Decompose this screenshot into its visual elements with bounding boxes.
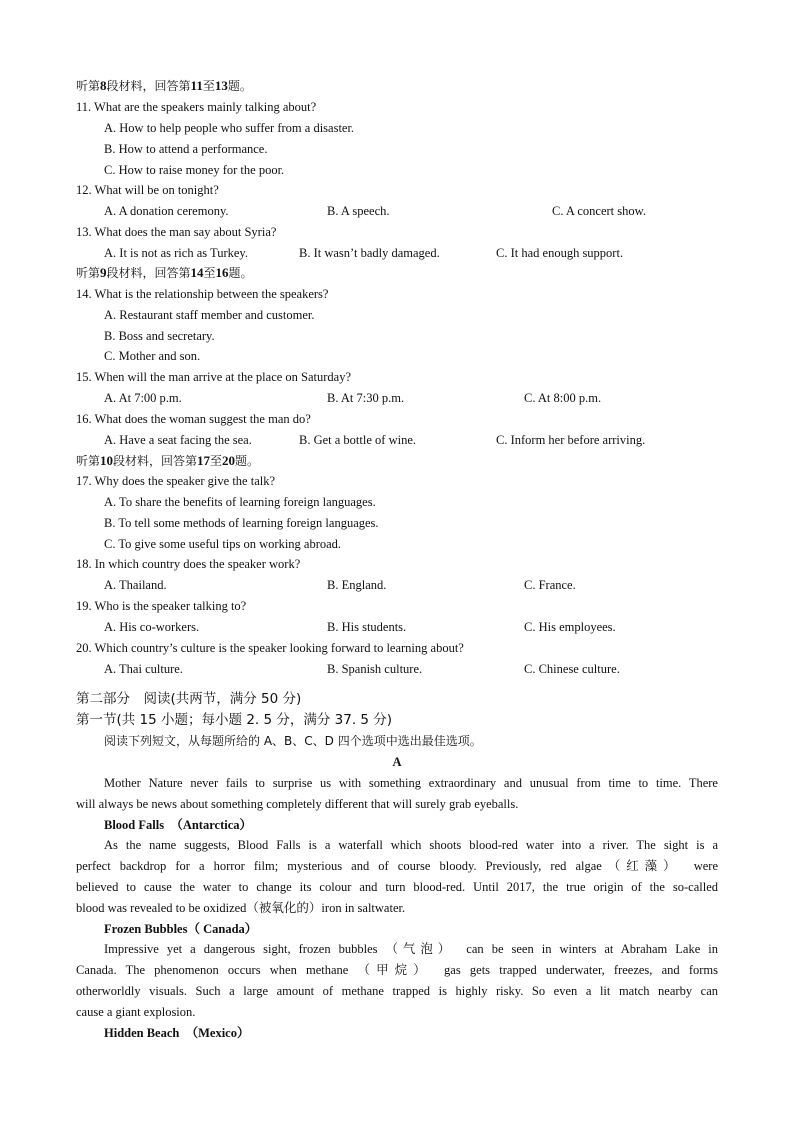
header-text: 听第 xyxy=(76,454,101,468)
q11-option-a: A. How to help people who suffer from a disaster. xyxy=(104,121,355,135)
q17-option-b: B. To tell some methods of learning foreign languages. xyxy=(104,516,379,530)
q16-option-b: B. Get a bottle of wine. xyxy=(299,433,416,447)
q14-option-a: A. Restaurant staff member and customer. xyxy=(104,308,315,322)
header-number: 17 xyxy=(197,453,211,468)
header-text: 题。 xyxy=(227,79,252,93)
question-15: 15. When will the man arrive at the place on Saturday? xyxy=(76,370,352,384)
q14-option-c: C. Mother and son. xyxy=(104,349,201,363)
header-text: 至 xyxy=(202,79,215,93)
question-13: 13. What does the man say about Syria? xyxy=(76,225,277,239)
q13-option-b: B. It wasn’t badly damaged. xyxy=(299,246,440,260)
header-text: 至 xyxy=(203,266,216,280)
q20-option-a: A. Thai culture. xyxy=(104,662,183,676)
blood-falls-line-4: blood was revealed to be oxidized（被氧化的）iron in saltwater. xyxy=(76,901,406,915)
q11-option-b: B. How to attend a performance. xyxy=(104,142,268,156)
intro-line-2: will always be news about something completely different that will surely grab eyeballs. xyxy=(76,797,519,811)
q16-option-c: C. Inform her before arriving. xyxy=(496,433,646,447)
header-text: 段材料，回答第 xyxy=(106,79,191,93)
question-19: 19. Who is the speaker talking to? xyxy=(76,599,247,613)
intro-line-1: Mother Nature never fails to surprise us with something extraordinary and unusual from time to time. There xyxy=(104,776,718,790)
q12-option-a: A. A donation ceremony. xyxy=(104,204,229,218)
header-text: 段材料，回答第 xyxy=(113,454,198,468)
header-number: 20 xyxy=(222,453,236,468)
q15-option-a: A. At 7:00 p.m. xyxy=(104,391,182,405)
question-14: 14. What is the relationship between the speakers? xyxy=(76,287,329,301)
question-18: 18. In which country does the speaker work? xyxy=(76,557,301,571)
header-text: 题。 xyxy=(228,266,253,280)
frozen-bubbles-line-3: otherworldly visuals. Such a large amount of methane trapped is highly risky. So even a lit match nearby can xyxy=(76,984,718,998)
question-11: 11. What are the speakers mainly talking about? xyxy=(76,100,317,114)
q19-option-c: C. His employees. xyxy=(524,620,616,634)
question-17: 17. Why does the speaker give the talk? xyxy=(76,474,276,488)
frozen-bubbles-heading: Frozen Bubbles（ Canada） xyxy=(104,922,258,936)
q19-option-a: A. His co-workers. xyxy=(104,620,200,634)
q16-option-a: A. Have a seat facing the sea. xyxy=(104,433,252,447)
blood-falls-line-3: believed to cause the water to change its colour and turn blood-red. Until 2017, the true origin of the so-called xyxy=(76,880,718,894)
q12-option-c: C. A concert show. xyxy=(552,204,646,218)
header-number: 11 xyxy=(190,78,203,93)
frozen-bubbles-line-2: Canada. The phenomenon occurs when methane （甲烷） gas gets trapped underwater, freezes, and forms xyxy=(76,963,718,977)
reading-part-title: 第二部分 阅读(共两节，满分 50 分) xyxy=(76,691,302,707)
q15-option-b: B. At 7:30 p.m. xyxy=(327,391,405,405)
q17-option-a: A. To share the benefits of learning foreign languages. xyxy=(104,495,376,509)
frozen-bubbles-line-4: cause a giant explosion. xyxy=(76,1005,196,1019)
q20-option-b: B. Spanish culture. xyxy=(327,662,423,676)
q18-option-a: A. Thailand. xyxy=(104,578,167,592)
q11-option-c: C. How to raise money for the poor. xyxy=(104,163,285,177)
header-number: 13 xyxy=(214,78,228,93)
blood-falls-heading: Blood Falls （Antarctica） xyxy=(104,818,253,832)
listening-section-9-header xyxy=(76,265,253,281)
listening-section-10-header xyxy=(76,453,259,469)
q13-option-c: C. It had enough support. xyxy=(496,246,624,260)
question-16: 16. What does the woman suggest the man do? xyxy=(76,412,311,426)
question-20: 20. Which country’s culture is the speaker looking forward to learning about? xyxy=(76,641,464,655)
q19-option-b: B. His students. xyxy=(327,620,407,634)
question-12: 12. What will be on tonight? xyxy=(76,183,219,197)
q14-option-b: B. Boss and secretary. xyxy=(104,329,215,343)
frozen-bubbles-line-1: Impressive yet a dangerous sight, frozen bubbles （气泡） can be seen in winters at Abraham Lake in xyxy=(104,942,718,956)
header-text: 听第 xyxy=(76,79,101,93)
header-number: 8 xyxy=(100,78,107,93)
header-text: 段材料，回答第 xyxy=(106,266,191,280)
reading-instruction: 阅读下列短文，从每题所给的 A、B、C、D 四个选项中选出最佳选项。 xyxy=(104,734,482,748)
hidden-beach-heading: Hidden Beach （Mexico） xyxy=(104,1026,250,1040)
q18-option-c: C. France. xyxy=(524,578,576,592)
q18-option-b: B. England. xyxy=(327,578,387,592)
blood-falls-line-1: As the name suggests, Blood Falls is a waterfall which shoots blood-red water into a river. The sight is a xyxy=(104,838,718,852)
q20-option-c: C. Chinese culture. xyxy=(524,662,620,676)
header-number: 10 xyxy=(100,453,114,468)
header-number: 14 xyxy=(190,265,204,280)
reading-section-title: 第一节(共 15 小题；每小题 2. 5 分，满分 37. 5 分) xyxy=(76,712,393,728)
q17-option-c: C. To give some useful tips on working abroad. xyxy=(104,537,342,551)
q15-option-c: C. At 8:00 p.m. xyxy=(524,391,602,405)
header-number: 16 xyxy=(215,265,229,280)
q12-option-b: B. A speech. xyxy=(327,204,390,218)
blood-falls-line-2: perfect backdrop for a horror film; mysterious and of course bloody. Previously, red algae（红藻） were xyxy=(76,859,718,873)
header-text: 至 xyxy=(210,454,223,468)
header-text: 听第 xyxy=(76,266,101,280)
header-text: 题。 xyxy=(235,454,260,468)
q13-option-a: A. It is not as rich as Turkey. xyxy=(104,246,248,260)
header-number: 9 xyxy=(100,265,107,280)
listening-section-8-header xyxy=(76,78,252,94)
passage-letter: A xyxy=(392,755,402,769)
